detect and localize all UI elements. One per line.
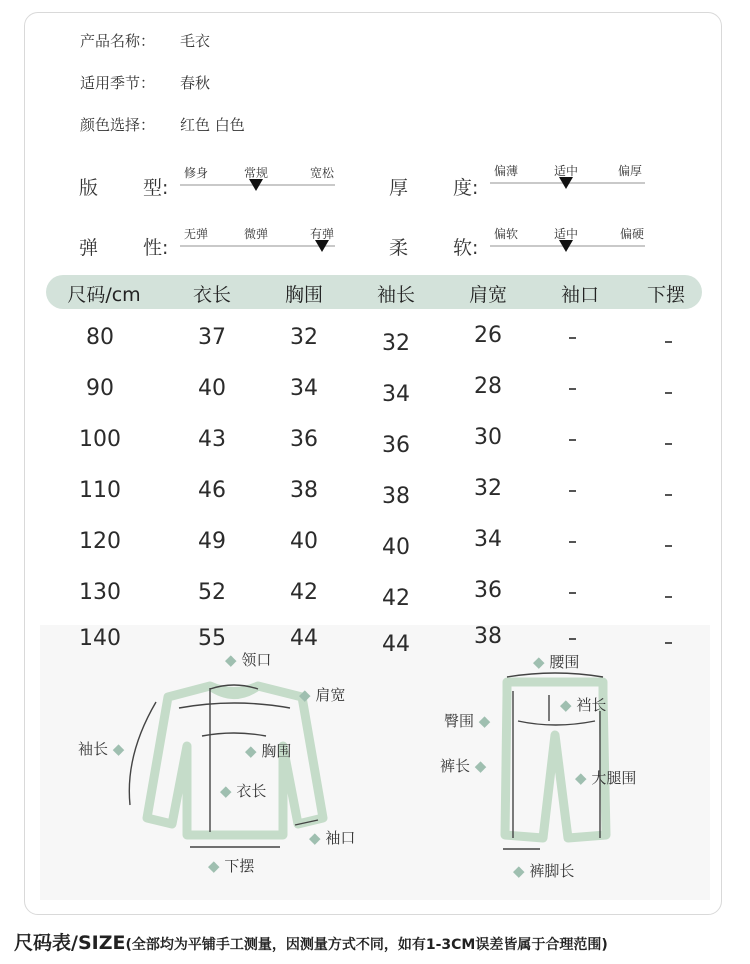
selected-marker-icon xyxy=(559,240,573,252)
footer-caption xyxy=(14,928,608,955)
sweater-outline xyxy=(147,686,323,835)
fit-label xyxy=(79,173,169,200)
hip-arrow xyxy=(518,721,595,725)
scale-option: 无弹 xyxy=(183,227,209,241)
table-cell-empty xyxy=(569,388,576,390)
col-header-cuff: 袖口 xyxy=(560,284,600,306)
table-cell: 30 xyxy=(474,425,502,450)
diamond-icon: ◆ xyxy=(513,862,525,880)
table-cell: 52 xyxy=(198,580,226,605)
table-cell: 26 xyxy=(474,323,502,348)
table-cell: 110 xyxy=(79,478,121,503)
label-text: 袖口 xyxy=(325,829,356,847)
scale-option: 偏软 xyxy=(493,227,519,241)
table-cell-empty xyxy=(665,443,672,445)
table-cell: 80 xyxy=(86,325,114,350)
table-cell: 90 xyxy=(86,376,114,401)
info-value: 春秋 xyxy=(180,74,211,92)
label-text: 裆长 xyxy=(576,696,607,714)
table-cell: 49 xyxy=(198,529,226,554)
col-header-chest: 胸围 xyxy=(284,284,324,306)
elasticity-scale xyxy=(180,225,335,265)
table-cell: 32 xyxy=(474,476,502,501)
label-char: 柔 xyxy=(389,237,409,259)
col-header-size: 尺码/cm xyxy=(67,284,141,306)
diamond-icon: ◆ xyxy=(575,769,587,787)
softness-label xyxy=(389,233,479,260)
label-text: 臀围 xyxy=(444,712,475,730)
chest-arrow xyxy=(202,733,266,736)
table-cell-empty xyxy=(665,642,672,644)
table-cell: 32 xyxy=(290,325,318,350)
length-label xyxy=(220,780,266,801)
chest-label xyxy=(245,740,291,761)
table-cell: 130 xyxy=(79,580,121,605)
scale-line xyxy=(180,245,335,247)
table-cell: 140 xyxy=(79,626,121,651)
waist-label xyxy=(533,651,579,672)
measurement-diagram xyxy=(40,625,710,900)
info-row-color xyxy=(80,114,245,135)
selected-marker-icon xyxy=(249,179,263,191)
table-cell-empty xyxy=(569,337,576,339)
label-text: 下摆 xyxy=(224,857,255,875)
diamond-icon: ◆ xyxy=(225,651,237,669)
table-cell: 36 xyxy=(382,433,410,458)
garment-illustration xyxy=(40,625,710,900)
scale-option: 宽松 xyxy=(309,166,335,180)
softness-scale xyxy=(490,225,645,265)
table-cell-empty xyxy=(665,596,672,598)
table-cell: 40 xyxy=(198,376,226,401)
info-key: 适用季节： xyxy=(80,74,156,92)
diamond-icon: ◆ xyxy=(533,653,545,671)
table-cell-empty xyxy=(665,341,672,343)
collar-label xyxy=(225,649,271,670)
table-cell-empty xyxy=(569,490,576,492)
table-cell: 36 xyxy=(290,427,318,452)
label-text: 袖长 xyxy=(78,740,109,758)
table-cell: 38 xyxy=(290,478,318,503)
label-char: 型: xyxy=(143,177,169,199)
diamond-icon: ◆ xyxy=(474,757,487,775)
pants-length-label xyxy=(440,755,486,776)
table-cell: 44 xyxy=(382,632,410,657)
label-text: 裤长 xyxy=(440,757,471,775)
table-cell: 120 xyxy=(79,529,121,554)
table-cell: 34 xyxy=(474,527,502,552)
crotch-label xyxy=(560,694,606,715)
label-char: 弹 xyxy=(79,237,99,259)
size-table-header xyxy=(46,275,702,309)
fit-scale xyxy=(180,164,335,204)
diamond-icon: ◆ xyxy=(208,857,220,875)
table-cell: 44 xyxy=(290,626,318,651)
scale-option: 修身 xyxy=(183,166,209,180)
sleeve-label xyxy=(78,738,124,759)
diamond-icon: ◆ xyxy=(245,742,257,760)
table-cell-empty xyxy=(665,545,672,547)
col-header-length: 衣长 xyxy=(192,284,232,306)
table-cell-empty xyxy=(665,392,672,394)
table-cell-empty xyxy=(569,439,576,441)
table-cell: 36 xyxy=(474,578,502,603)
scale-option: 有弹 xyxy=(309,227,335,241)
table-cell: 43 xyxy=(198,427,226,452)
label-text: 大腿围 xyxy=(591,769,637,787)
table-cell: 32 xyxy=(382,331,410,356)
info-value: 毛衣 xyxy=(180,32,211,50)
scale-option: 适中 xyxy=(553,227,579,241)
diamond-icon: ◆ xyxy=(220,782,232,800)
selected-marker-icon xyxy=(559,177,573,189)
cuff-label xyxy=(309,827,355,848)
table-cell: 42 xyxy=(382,586,410,611)
label-text: 肩宽 xyxy=(315,686,346,704)
table-cell: 100 xyxy=(79,427,121,452)
scale-option: 微弹 xyxy=(243,227,269,241)
table-cell: 55 xyxy=(198,626,226,651)
diamond-icon: ◆ xyxy=(299,686,311,704)
table-cell-empty xyxy=(569,541,576,543)
label-char: 软: xyxy=(453,237,479,259)
scale-option: 常规 xyxy=(243,166,269,180)
label-char: 性: xyxy=(143,237,169,259)
diamond-icon: ◆ xyxy=(560,696,572,714)
table-cell: 38 xyxy=(474,624,502,649)
measurement-note: (全部均为平铺手工测量，因测量方式不同，如有1-3CM误差皆属于合理范围) xyxy=(125,937,608,953)
hem-label xyxy=(208,855,254,876)
waist-arrow xyxy=(507,673,603,677)
selected-marker-icon xyxy=(315,240,329,252)
col-header-shoulder: 肩宽 xyxy=(468,284,508,306)
size-chart-title: 尺码表/SIZE xyxy=(14,932,126,954)
scale-option: 偏薄 xyxy=(493,164,519,178)
label-text: 衣长 xyxy=(236,782,267,800)
shoulder-arrow xyxy=(179,703,290,708)
table-cell-empty xyxy=(569,638,576,640)
table-cell: 34 xyxy=(382,382,410,407)
label-char: 厚 xyxy=(389,177,409,199)
table-cell: 40 xyxy=(382,535,410,560)
table-cell: 38 xyxy=(382,484,410,509)
label-text: 胸围 xyxy=(261,742,292,760)
info-value: 红色 白色 xyxy=(180,116,245,134)
shoulder-label xyxy=(299,684,345,705)
info-key: 颜色选择： xyxy=(80,116,156,134)
label-text: 腰围 xyxy=(549,653,580,671)
leg-opening-label xyxy=(513,860,574,881)
thickness-label xyxy=(389,173,479,200)
diamond-icon: ◆ xyxy=(478,712,491,730)
diamond-icon: ◆ xyxy=(112,740,125,758)
elasticity-label xyxy=(79,233,169,260)
label-char: 版 xyxy=(79,177,99,199)
scale-option: 偏硬 xyxy=(619,227,645,241)
table-cell: 46 xyxy=(198,478,226,503)
table-cell: 40 xyxy=(290,529,318,554)
scale-option: 偏厚 xyxy=(617,164,643,178)
label-text: 领口 xyxy=(241,651,272,669)
table-cell: 42 xyxy=(290,580,318,605)
table-cell: 37 xyxy=(198,325,226,350)
hip-label xyxy=(444,710,490,731)
diamond-icon: ◆ xyxy=(309,829,321,847)
info-row-season xyxy=(80,72,210,93)
thigh-label xyxy=(575,767,636,788)
thickness-scale xyxy=(490,162,645,202)
col-header-sleeve: 袖长 xyxy=(376,284,416,306)
table-cell-empty xyxy=(569,592,576,594)
label-char: 度: xyxy=(453,177,479,199)
col-header-hem: 下摆 xyxy=(646,284,686,306)
table-cell: 28 xyxy=(474,374,502,399)
info-row-name xyxy=(80,30,210,51)
info-key: 产品名称： xyxy=(80,32,156,50)
table-cell-empty xyxy=(665,494,672,496)
scale-option: 适中 xyxy=(553,164,579,178)
table-cell: 34 xyxy=(290,376,318,401)
label-text: 裤脚长 xyxy=(529,862,575,880)
